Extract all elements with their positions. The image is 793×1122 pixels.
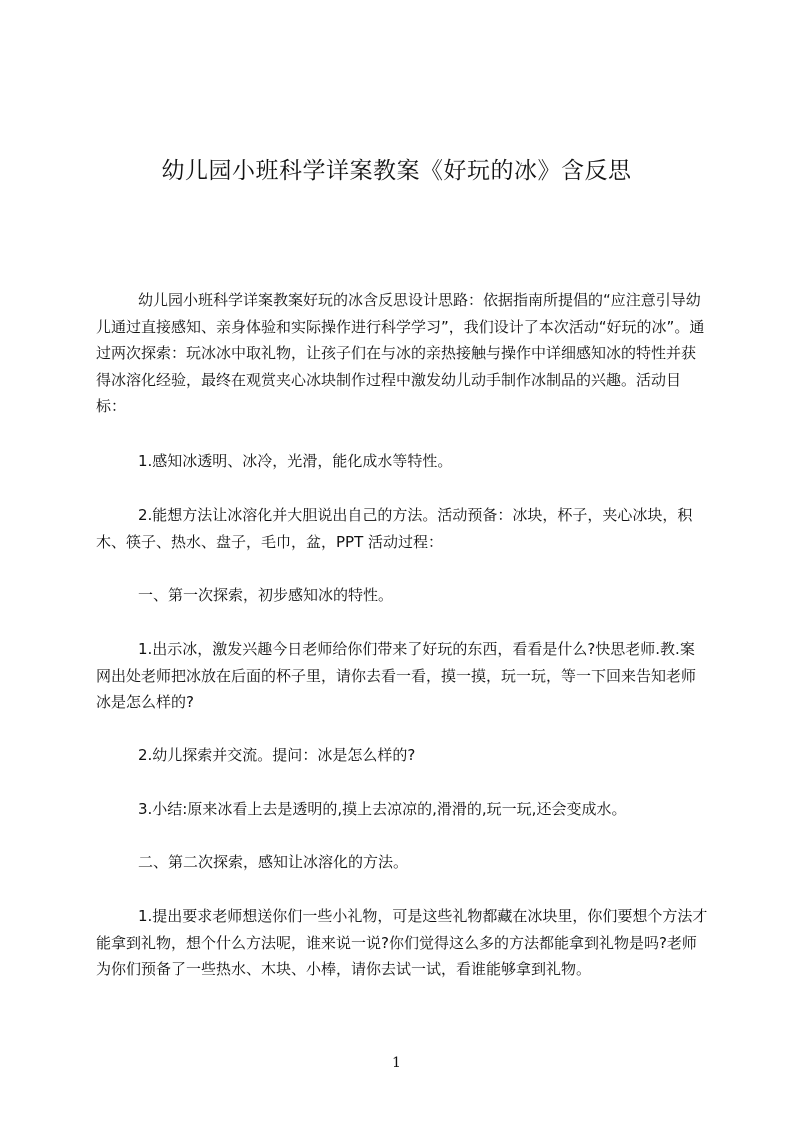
paragraph-goal-1: 1.感知冰透明、冰冷，光滑，能化成水等特性。 [138, 452, 453, 470]
paragraph-step-2-explore: 2.幼儿探索并交流。提问：冰是怎么样的? [138, 746, 416, 764]
paragraph-step-1-show-ice: 1.出示冰，激发兴趣今日老师给你们带来了好玩的东西，看看是什么?快思老师.教.案网出处老师把冰放在后面的杯子里，请你去看一看，摸一摸，玩一玩，等一下回来告知老师冰是怎么样的? [96, 640, 697, 711]
section-heading-second-exploration: 二、第二次探索，感知让冰溶化的方法。 [138, 853, 409, 871]
document-title: 幼儿园小班科学详案教案《好玩的冰》含反思 [161, 158, 632, 185]
paragraph-step-1-requirement: 1.提出要求老师想送你们一些小礼物，可是这些礼物都藏在冰块里，你们要想个方法才能拿到礼物，想个什么方法呢，谁来说一说?你们觉得这么多的方法都能拿到礼物是吗?老师为你们预备了一些热水、木块、小棒，请你去试一试，看谁能够拿到礼物。 [96, 907, 708, 978]
paragraph-step-3-summary: 3.小结:原来冰看上去是透明的,摸上去凉凉的,滑滑的,玩一玩,还会变成水。 [138, 800, 627, 818]
paragraph-goal-2-preparation: 2.能想方法让冰溶化并大胆说出自己的方法。活动预备：冰块，杯子，夹心冰块，积木、筷子、热水、盘子，毛巾，盆，PPT 活动过程： [96, 506, 693, 551]
page-number: 1 [392, 1055, 401, 1071]
paragraph-design-idea: 幼儿园小班科学详案教案好玩的冰含反思设计思路：依据指南所提倡的“应注意引导幼儿通过直接感知、亲身体验和实际操作进行科学学习”，我们设计了本次活动“好玩的冰”。通过两次探索：玩冰冰中取礼物，让孩子们在与冰的亲热接触与操作中详细感知冰的特性并获得冰溶化经验，最终在观赏夹心冰块制作过程中激发幼儿动手制作冰制品的兴趣。活动目标： [96, 291, 705, 415]
section-heading-first-exploration: 一、第一次探索，初步感知冰的特性。 [138, 586, 394, 604]
